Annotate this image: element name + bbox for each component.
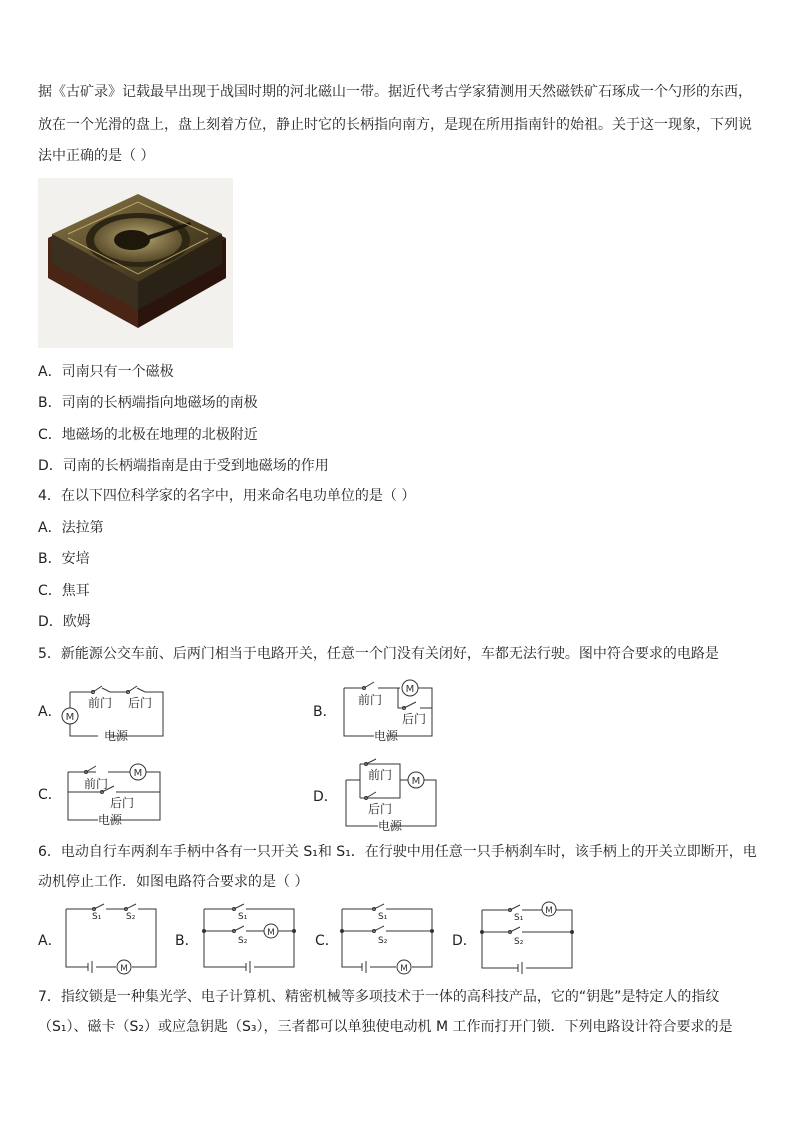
- q5-c-back-door: 后门: [110, 796, 135, 810]
- q5-a-power: 电源: [104, 729, 129, 742]
- q5-a-motor: M: [65, 712, 75, 723]
- q6-c-motor: M: [400, 964, 408, 974]
- q5-d-front-door: 前门: [368, 768, 393, 782]
- q6-a-s1: S₁: [92, 912, 102, 922]
- sinan-compass-image: [38, 178, 233, 348]
- q3-stem-line2: 放在一个光滑的盘上，盘上刻着方位，静止时它的长柄指向南方，是现在所用指南针的始祖。关于这一现象，下列说: [38, 117, 752, 133]
- q5-label-b: B．: [313, 704, 337, 720]
- q4-option-c: C．焦耳: [38, 583, 90, 599]
- q6-label-c: C．: [315, 933, 339, 949]
- q5-label-a: A．: [38, 704, 62, 720]
- q6-label-a: A．: [38, 933, 62, 949]
- q5-circuit-d: [340, 758, 440, 832]
- q5-c-motor: M: [133, 768, 143, 779]
- q6-c-s2: S₂: [378, 936, 388, 946]
- q5-circuit-c: [64, 762, 164, 826]
- q4-stem: 4．在以下四位科学家的名字中，用来命名电功单位的是（ ）: [38, 488, 416, 504]
- q6-stem-line1: 6．电动自行车两刹车手柄中各有一只开关 S₁和 S₁．在行驶中用任意一只手柄刹车时，该手柄上的开关立即断开，电: [38, 844, 757, 860]
- q7-stem-line1: 7．指纹锁是一种集光学、电子计算机、精密机械等多项技术于一体的高科技产品，它的“钥匙”是特定人的指纹: [38, 989, 720, 1005]
- q6-d-motor: M: [545, 906, 553, 916]
- q5-d-motor: M: [411, 776, 421, 787]
- q3-option-b: B．司南的长柄端指向地磁场的南极: [38, 395, 258, 411]
- q6-label-d: D．: [452, 933, 477, 949]
- q5-c-front-door: 前门: [84, 777, 109, 791]
- q5-circuit-b: [338, 678, 438, 742]
- q6-d-s1: S₁: [514, 913, 524, 923]
- q3-option-d: D．司南的长柄端指南是由于受到地磁场的作用: [38, 458, 329, 474]
- q5-d-back-door: 后门: [368, 802, 393, 816]
- q6-circuit-b: [198, 903, 300, 973]
- q6-b-motor: M: [267, 928, 275, 938]
- q3-stem-line3: 法中正确的是（ ）: [38, 148, 155, 164]
- q3-option-a: A．司南只有一个磁极: [38, 364, 174, 380]
- q6-circuit-a: [60, 903, 160, 975]
- q4-option-d: D．欧姆: [38, 614, 91, 630]
- q3-stem-line1: 据《古矿录》记载最早出现于战国时期的河北磁山一带。据近代考古学家猜测用天然磁铁矿石琢成一个勺形的东西，: [38, 84, 752, 100]
- q5-d-power: 电源: [378, 819, 403, 832]
- q6-d-s2: S₂: [514, 937, 524, 947]
- q6-label-b: B．: [175, 933, 199, 949]
- q6-circuit-d: [476, 900, 578, 974]
- q4-option-a: A．法拉第: [38, 520, 104, 536]
- q5-a-front-door: 前门: [88, 696, 113, 710]
- q6-stem-line2: 动机停止工作．如图电路符合要求的是（ ）: [38, 874, 309, 890]
- q6-a-motor: M: [120, 964, 128, 974]
- q5-c-power: 电源: [98, 813, 123, 826]
- q5-b-back-door: 后门: [402, 712, 427, 726]
- q5-label-d: D．: [313, 789, 338, 805]
- q6-b-s2: S₂: [238, 936, 248, 946]
- q5-circuit-a: [58, 680, 168, 742]
- q3-option-c: C．地磁场的北极在地理的北极附近: [38, 427, 258, 443]
- q5-b-motor: M: [405, 684, 415, 695]
- q6-c-s1: S₁: [378, 912, 388, 922]
- q6-a-s2: S₂: [126, 912, 136, 922]
- q6-circuit-c: [336, 903, 438, 975]
- q5-a-back-door: 后门: [128, 696, 153, 710]
- q4-option-b: B．安培: [38, 551, 90, 567]
- q5-label-c: C．: [38, 787, 62, 803]
- q5-stem: 5．新能源公交车前、后两门相当于电路开关，任意一个门没有关闭好，车都无法行驶。图中符合要求的电路是: [38, 646, 719, 662]
- q5-b-front-door: 前门: [358, 693, 383, 707]
- q7-stem-line2: （S₁）、磁卡（S₂）或应急钥匙（S₃），三者都可以单独使电动机 M 工作而打开门锁．下列电路设计符合要求的是: [38, 1019, 733, 1035]
- q6-b-s1: S₁: [238, 912, 248, 922]
- q5-b-power: 电源: [374, 729, 399, 742]
